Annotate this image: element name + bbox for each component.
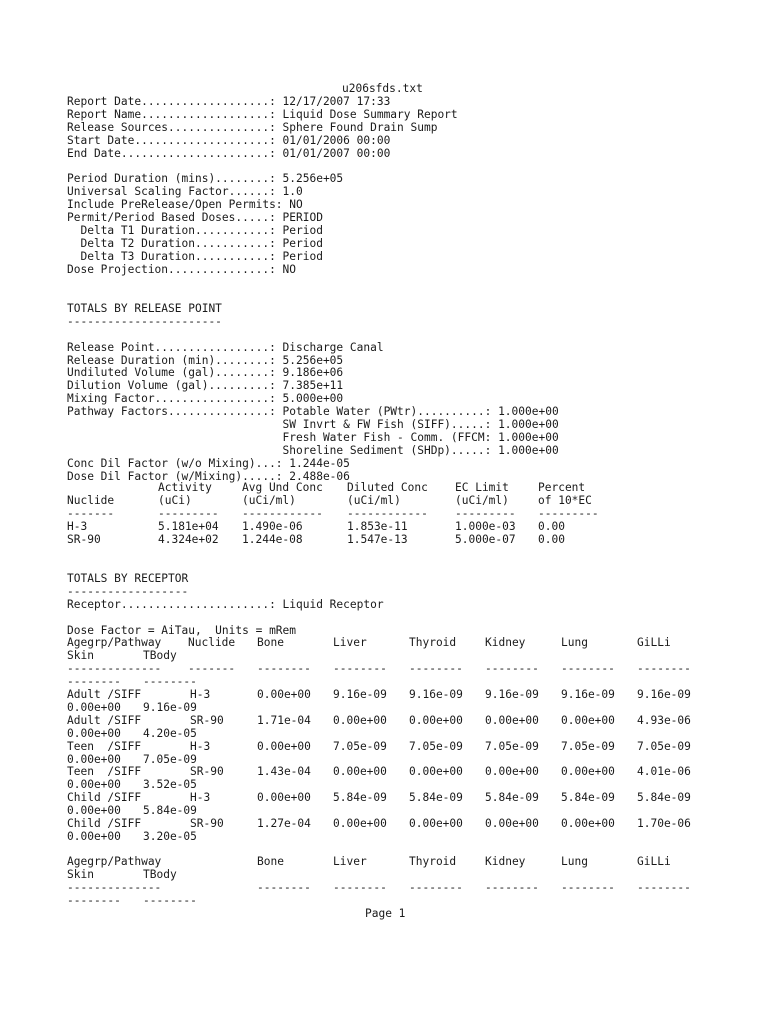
column-header: TBody xyxy=(143,649,177,662)
table-cell: 1.27e-04 xyxy=(257,817,311,830)
column-header: Bone xyxy=(257,855,284,868)
release-point-line: TOTALS BY RELEASE POINT xyxy=(67,302,222,315)
table-cell: 0.00e+00 xyxy=(409,765,463,779)
column-header: EC Limit xyxy=(455,481,509,494)
release-point-line: Mixing Factor.................: 5.000e+00 xyxy=(67,392,344,406)
header-line: Start Date....................: 01/01/2006 00:00 xyxy=(67,133,391,147)
column-header: Lung xyxy=(561,636,588,649)
header-rule: -------------- xyxy=(67,662,162,675)
receptor-line: TOTALS BY RECEPTOR xyxy=(67,572,189,585)
column-header: Avg Und Conc xyxy=(242,481,323,494)
header-line: Delta T2 Duration...........: Period xyxy=(67,236,323,250)
table-cell: 1.71e-04 xyxy=(257,713,311,727)
table-cell: 9.16e-09 xyxy=(333,688,387,701)
table-cell: 4.01e-06 xyxy=(637,765,691,779)
table-cell: 7.05e-09 xyxy=(333,739,387,753)
column-header: GiLLi xyxy=(637,636,671,649)
table-cell: 9.16e-09 xyxy=(143,700,197,714)
table-cell: 1.000e-03 xyxy=(455,520,516,533)
column-header: Lung xyxy=(561,855,588,868)
table-cell: 1.853e-11 xyxy=(347,520,408,533)
table-cell: 1.547e-13 xyxy=(347,532,408,546)
table-cell: 0.00e+00 xyxy=(409,713,463,727)
table-cell: Child /SIFF xyxy=(67,791,142,805)
table-cell: 0.00e+00 xyxy=(67,726,121,740)
column-header: Nuclide xyxy=(67,494,115,507)
receptor-line: Dose Factor = AiTau, Units = mRem xyxy=(67,623,297,637)
header-rule: ------------ xyxy=(242,507,323,520)
header-rule: -------- xyxy=(637,662,691,675)
table-cell: 0.00e+00 xyxy=(257,791,311,805)
table-cell: Adult /SIFF xyxy=(67,713,142,727)
table-cell: 0.00e+00 xyxy=(333,765,387,779)
release-point-line: Pathway Factors...............: Potable Water (PWtr)..........: 1.000e+00 xyxy=(67,405,559,419)
column-header: (uCi/ml) xyxy=(347,494,401,507)
header-line: Delta T3 Duration...........: Period xyxy=(67,249,323,263)
table-cell: 5.84e-09 xyxy=(143,804,197,818)
release-point-line: SW Invrt & FW Fish (SIFF).....: 1.000e+00 xyxy=(67,418,559,432)
header-rule: -------- xyxy=(143,675,197,688)
table-cell: 0.00e+00 xyxy=(67,700,121,714)
page-number: Page 1 xyxy=(365,907,406,920)
header-rule: -------- xyxy=(333,881,387,894)
table-cell: 0.00e+00 xyxy=(485,817,539,830)
receptor-line xyxy=(67,612,384,625)
header-rule: -------- xyxy=(67,894,121,907)
table-cell: 3.52e-05 xyxy=(143,778,197,792)
release-point-line: Conc Dil Factor (w/o Mixing)...: 1.244e-05 xyxy=(67,456,350,470)
header-rule: -------- xyxy=(485,881,539,894)
table-cell: H-3 xyxy=(190,739,211,753)
table-cell: 0.00e+00 xyxy=(561,765,615,779)
column-header: (uCi/ml) xyxy=(455,494,509,507)
header-rule: ------- xyxy=(67,507,115,520)
table-cell: 1.43e-04 xyxy=(257,765,311,779)
release-point-line: Fresh Water Fish - Comm. (FFCM: 1.000e+00 xyxy=(67,430,559,444)
header-rule: -------------- xyxy=(67,881,162,894)
table-cell: 1.70e-06 xyxy=(637,817,691,830)
table-cell: 7.05e-09 xyxy=(485,739,539,753)
header-line: Report Date...................: 12/17/2007 17:33 xyxy=(67,95,391,108)
receptor-line: Receptor......................: Liquid Receptor xyxy=(67,597,384,611)
receptor-line: ------------------ xyxy=(67,584,189,598)
release-point-line: Shoreline Sediment (SHDp).....: 1.000e+00 xyxy=(67,443,559,457)
header-line: Report Name...................: Liquid Dose Summary Report xyxy=(67,107,458,121)
header-line: Delta T1 Duration...........: Period xyxy=(67,223,323,237)
header-rule: -------- xyxy=(257,881,311,894)
header-rule: -------- xyxy=(143,894,197,907)
header-rule: -------- xyxy=(333,662,387,675)
table-cell: 1.244e-08 xyxy=(242,532,303,546)
table-cell: 9.16e-09 xyxy=(409,688,463,701)
header-line: Period Duration (mins)........: 5.256e+05 xyxy=(67,172,344,186)
table-cell: 9.16e-09 xyxy=(485,688,539,701)
column-header: Percent xyxy=(538,481,586,494)
release-point-line: ----------------------- xyxy=(67,314,222,328)
column-header: Activity xyxy=(158,481,212,494)
column-header: Nuclide xyxy=(188,636,236,649)
table-cell: 0.00e+00 xyxy=(257,688,311,701)
header-rule: -------- xyxy=(67,675,121,688)
table-cell: 0.00e+00 xyxy=(67,804,121,818)
table-cell: 0.00 xyxy=(538,520,565,533)
table-cell: 0.00e+00 xyxy=(409,817,463,830)
table-cell: 5.84e-09 xyxy=(333,791,387,805)
table-cell: 0.00e+00 xyxy=(561,817,615,830)
table-cell: 7.05e-09 xyxy=(409,739,463,753)
table-cell: 9.16e-09 xyxy=(637,688,691,701)
header-rule: --------- xyxy=(538,507,599,520)
column-header: Liver xyxy=(333,855,367,868)
column-header: GiLLi xyxy=(637,855,671,868)
header-line: Universal Scaling Factor......: 1.0 xyxy=(67,185,303,199)
table-cell: 5.84e-09 xyxy=(409,791,463,805)
table-cell: Teen /SIFF xyxy=(67,739,142,753)
table-cell: Teen /SIFF xyxy=(67,765,142,779)
report-header xyxy=(67,96,458,276)
header-rule: --------- xyxy=(455,507,516,520)
column-header: (uCi) xyxy=(158,494,192,507)
column-header: TBody xyxy=(143,868,177,881)
table-cell: 0.00 xyxy=(538,532,565,546)
table-cell: 7.05e-09 xyxy=(561,739,615,753)
release-point-line: Release Duration (min)........: 5.256e+05 xyxy=(67,353,344,367)
table-cell: 0.00e+00 xyxy=(333,713,387,727)
header-rule: -------- xyxy=(409,662,463,675)
release-point-line: Dilution Volume (gal).........: 7.385e+11 xyxy=(67,379,344,393)
receptor-section xyxy=(67,573,384,637)
table-cell: 0.00e+00 xyxy=(485,713,539,727)
table-cell: 0.00e+00 xyxy=(67,752,121,766)
column-header: Diluted Conc xyxy=(347,481,428,494)
table-cell: SR-90 xyxy=(67,532,101,546)
table-cell: Adult /SIFF xyxy=(67,688,142,701)
header-rule: ------------ xyxy=(347,507,428,520)
table-cell: 7.05e-09 xyxy=(637,739,691,753)
column-header: Bone xyxy=(257,636,284,649)
table-cell: 5.84e-09 xyxy=(637,791,691,805)
header-rule: -------- xyxy=(561,881,615,894)
header-line: Permit/Period Based Doses.....: PERIOD xyxy=(67,211,323,225)
header-rule: -------- xyxy=(409,881,463,894)
release-point-line xyxy=(67,329,559,342)
table-cell: SR-90 xyxy=(190,713,224,727)
table-cell: 4.20e-05 xyxy=(143,726,197,740)
table-cell: 5.000e-07 xyxy=(455,532,516,546)
table-cell: H-3 xyxy=(190,791,211,805)
table-cell: H-3 xyxy=(67,520,88,533)
header-line: End Date......................: 01/01/2007 00:00 xyxy=(67,146,391,160)
header-rule: --------- xyxy=(158,507,219,520)
column-header: Thyroid xyxy=(409,855,457,868)
table-cell: 5.181e+04 xyxy=(158,520,219,533)
header-line: Dose Projection...............: NO xyxy=(67,262,297,276)
column-header: Skin xyxy=(67,868,94,881)
release-point-line: Release Point.................: Discharge Canal xyxy=(67,340,384,354)
table-cell: 0.00e+00 xyxy=(257,739,311,753)
table-cell: 3.20e-05 xyxy=(143,829,197,843)
column-header: (uCi/ml) xyxy=(242,494,296,507)
header-rule: -------- xyxy=(637,881,691,894)
release-point-section xyxy=(67,303,559,483)
header-rule: -------- xyxy=(257,662,311,675)
column-header: Liver xyxy=(333,636,367,649)
column-header: Kidney xyxy=(485,855,526,868)
table-cell: 0.00e+00 xyxy=(333,817,387,830)
table-cell: 0.00e+00 xyxy=(561,713,615,727)
column-header: Skin xyxy=(67,649,94,662)
table-cell: 0.00e+00 xyxy=(67,829,121,843)
header-rule: -------- xyxy=(485,662,539,675)
table-cell: 1.490e-06 xyxy=(242,520,303,533)
table-cell: 4.324e+02 xyxy=(158,532,219,546)
header-line: Release Sources...............: Sphere Found Drain Sump xyxy=(67,120,438,134)
table-cell: 0.00e+00 xyxy=(485,765,539,779)
table-cell: 7.05e-09 xyxy=(143,752,197,766)
header-line: Include PreRelease/Open Permits: NO xyxy=(67,198,303,212)
table-cell: 5.84e-09 xyxy=(561,791,615,805)
table-cell: 4.93e-06 xyxy=(637,713,691,727)
table-cell: SR-90 xyxy=(190,817,224,830)
table-cell: 0.00e+00 xyxy=(67,778,121,792)
document-title: u206sfds.txt xyxy=(342,82,423,95)
table-cell: 9.16e-09 xyxy=(561,688,615,701)
table-cell: 5.84e-09 xyxy=(485,791,539,805)
table-cell: SR-90 xyxy=(190,765,224,779)
release-point-line: Undiluted Volume (gal)........: 9.186e+06 xyxy=(67,366,344,380)
table-cell: H-3 xyxy=(190,688,211,701)
table-cell: Child /SIFF xyxy=(67,817,142,830)
header-rule: -------- xyxy=(561,662,615,675)
column-header: Agegrp/Pathway xyxy=(67,855,162,868)
column-header: Thyroid xyxy=(409,636,457,649)
release-point-line: Dose Dil Factor (w/Mixing).....: 2.488e-06 xyxy=(67,469,350,483)
column-header: of 10*EC xyxy=(538,494,592,507)
column-header: Kidney xyxy=(485,636,526,649)
header-rule: ------- xyxy=(188,662,236,675)
column-header: Agegrp/Pathway xyxy=(67,636,162,649)
